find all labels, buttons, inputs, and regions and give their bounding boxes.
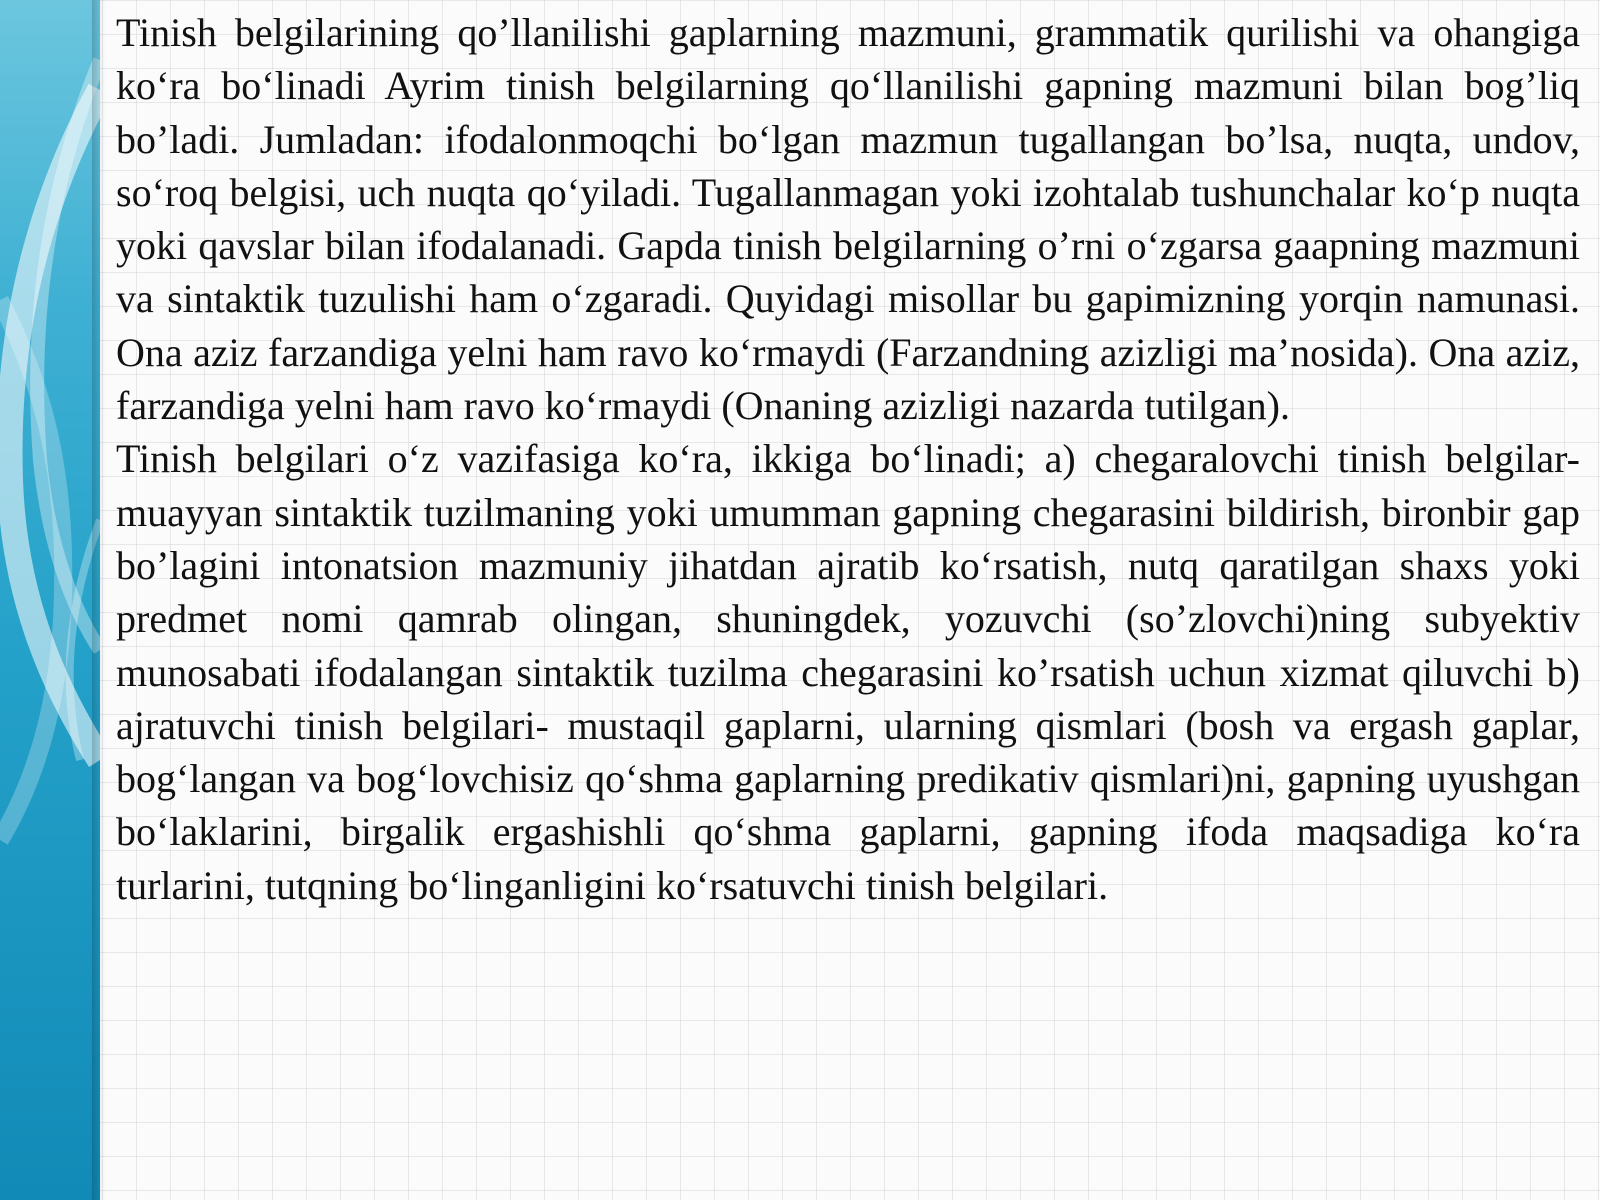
decorative-swoosh-graphic: [0, 0, 100, 1200]
paragraph-2: Tinish belgilari o‘z vazifasiga ko‘ra, ikkiga bo‘linadi; a) chegaralovchi tinish belgilar- muayyan sintaktik tuzilmaning yoki umumman gapning chegarasini bildirish, bironbir gap bo’lagini intonatsion mazmuniy jihatdan ajratib ko‘rsatish, nutq qaratilgan shaxs yoki predmet nomi qamrab olingan, shuningdek, yozuvchi (so’zlovchi)ning subyektiv munosabati ifodalangan sintaktik tuzilma chegarasini ko’rsatish uchun xizmat qiluvchi b) ajratuvchi tinish belgilari- mustaqil gaplarni, ularning qismlari (bosh va ergash gaplar, bog‘langan va bog‘lovchisiz qo‘shma gaplarning predikativ qismlari)ni, gapning uyushgan bo‘laklarini, birgalik ergashishli qo‘shma gaplarni, gapning ifoda maqsadiga ko‘ra turlarini, tutqning bo‘linganligini ko‘rsatuvchi tinish belgilari.: [116, 436, 1580, 908]
decorative-side-band: [0, 0, 100, 1200]
paragraph-1: Tinish belgilarining qo’llanilishi gaplarning mazmuni, grammatik qurilishi va ohangiga ko‘ra bo‘linadi Ayrim tinish belgilarning qo‘llanilishi gapning mazmuni bilan bog’liq bo’ladi. Jumladan: ifodalonmoqchi bo‘lgan mazmun tugallangan bo’lsa, nuqta, undov, so‘roq belgisi, uch nuqta qo‘yiladi. Tugallanmagan yoki izohtalab tushunchalar ko‘p nuqta yoki qavslar bilan ifodalanadi. Gapda tinish belgilarning o’rni o‘zgarsa gaapning mazmuni va sintaktik tuzulishi ham o‘zgaradi. Quyidagi misollar bu gapimizning yorqin namunasi. Ona aziz farzandiga yelni ham ravo ko‘rmaydi (Farzandning azizligi ma’nosida). Ona aziz, farzandiga yelni ham ravo ko‘rmaydi (Onaning azizligi nazarda tutilgan).: [116, 10, 1580, 429]
side-band-shadow: [92, 0, 106, 1200]
document-body: [116, 6, 1580, 912]
